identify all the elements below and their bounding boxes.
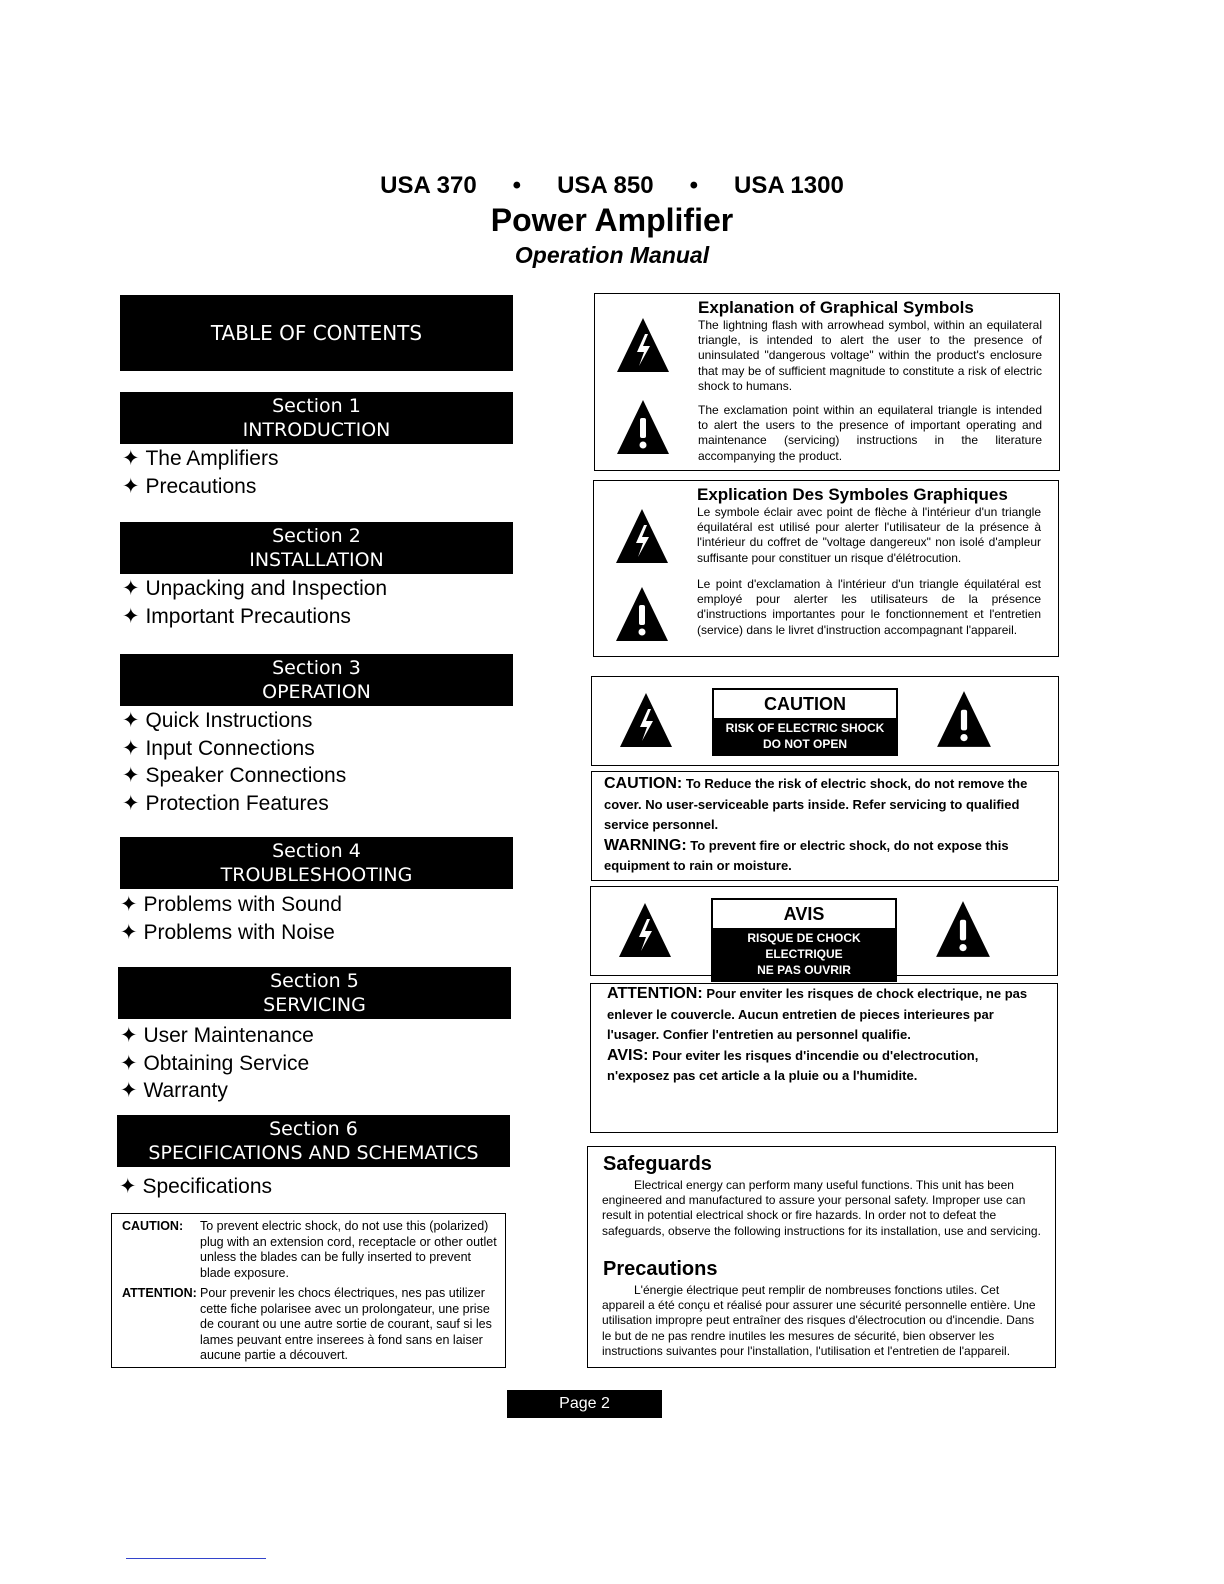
section-4-items [120, 891, 342, 946]
safeguards-title: Safeguards [603, 1153, 712, 1175]
exclamation-explication: Le point d'exclamation à l'intérieur d'un triangle équilatéral est employé pour alerter les utilisateurs de la présence d'instructions importantes pour le fonctionnement et l'entretien (service) dans le livret d'instruction accompagnant l'appareil. [697, 577, 1041, 637]
attention-body: Pour enviter les risques de chock electrique, ne pas enlever le couvercle. Aucun entretien de pieces interieures par l'usager. Confier l'entretien au personnel qualifie. [607, 986, 1028, 1042]
toc-item: ✦ Problems with Sound [120, 891, 342, 919]
toc-item: ✦ Protection Features [122, 790, 346, 818]
toc-item: ✦ User Maintenance [120, 1022, 314, 1050]
toc-item: ✦ Important Precautions [122, 603, 387, 631]
section-1-items [122, 445, 278, 500]
symbols-fr-title: Explication Des Symboles Graphiques [697, 485, 1008, 504]
caution-label-box [591, 676, 1059, 766]
toc-heading: TABLE OF CONTENTS [120, 295, 513, 371]
warning-en-text [604, 774, 1046, 877]
toc-item: ✦ Input Connections [122, 735, 346, 763]
toc-item: ✦ Quick Instructions [122, 707, 346, 735]
lightning-warning-icon [615, 316, 671, 374]
model-list [0, 172, 1224, 200]
caution-label: CAUTION: [122, 1219, 184, 1233]
warning-heading: WARNING: [604, 836, 687, 854]
symbols-en-title: Explanation of Graphical Symbols [698, 298, 974, 317]
section-1-banner [120, 392, 513, 444]
page-subtitle: Operation Manual [514, 242, 710, 268]
toc-item: ✦ Problems with Noise [120, 919, 342, 947]
lightning-warning-icon [614, 507, 670, 565]
safeguards-box [587, 1146, 1056, 1368]
avis-plate-title: AVIS [713, 900, 895, 928]
section-2-banner [120, 522, 513, 574]
section-number: Section 2 [272, 525, 361, 547]
section-number: Section 1 [272, 395, 361, 417]
bullet: • [689, 172, 698, 199]
section-6-items [119, 1173, 272, 1201]
divider [126, 1558, 266, 1559]
warning-fr-box [590, 983, 1058, 1133]
toc-item: ✦ Unpacking and Inspection [122, 575, 387, 603]
caution-body: To Reduce the risk of electric shock, do not remove the cover. No user-serviceable parts inside. Refer servicing to qualified service personnel. [604, 776, 1028, 832]
section-5-items [120, 1022, 314, 1105]
exclamation-explanation: The exclamation point within an equilateral triangle is intended to alert the users to the presence of important operating and maintenance (servicing) instructions in the literature accompanying the product. [698, 403, 1042, 463]
toc-item: ✦ The Amplifiers [122, 445, 278, 473]
section-number: Section 6 [269, 1118, 358, 1140]
section-name: INTRODUCTION [242, 419, 391, 441]
section-number: Section 3 [272, 657, 361, 679]
toc-item: ✦ Specifications [119, 1173, 272, 1201]
section-number: Section 4 [272, 840, 361, 862]
attention-text: Pour prevenir les chocs électriques, nes pas utilizer cette fiche polarisee avec un prolongateur, une prise de courant ou une autre sortie de courant, sauf si les lames peuvant entre inserees à fond sans en laiser aucune partie a découvert. [200, 1286, 492, 1362]
precautions-title: Precautions [603, 1258, 718, 1280]
attention-heading: ATTENTION: [607, 985, 703, 1002]
safeguards-text: Electrical energy can perform many useful functions. This unit has been engineered and manufactured to assure your personal safety. Improper use can result in potential electrical shock or fire hazards. In order not to defeat the safeguards, observe the following instructions for its installation, use and servicing. [602, 1178, 1041, 1238]
section-name: SPECIFICATIONS AND SCHEMATICS [148, 1142, 479, 1164]
lightning-explanation: The lightning flash with arrowhead symbol, within an equilateral triangle, is intended to alert the user to the presence of uninsulated "dangerous voltage" within the product's enclosure that may be of sufficient magnitude to constitute a risk of electric shock to humans. [698, 318, 1042, 393]
avis-label-box [590, 886, 1058, 976]
model-usa-1300: USA 1300 [733, 172, 844, 199]
toc-item: ✦ Obtaining Service [120, 1050, 314, 1078]
warning-body: To prevent fire or electric shock, do not expose this equipment to rain or moisture. [604, 837, 1009, 873]
avis-plate-line2: NE PAS OUVRIR [757, 963, 851, 977]
toc-item: ✦ Precautions [122, 473, 278, 501]
caution-text: To prevent electric shock, do not use this (polarized) plug with an extension cord, receptacle or other outlet unless the blades can be fully inserted to prevent blade exposure. [200, 1219, 497, 1280]
section-name: SERVICING [263, 994, 366, 1016]
lightning-warning-icon [617, 901, 673, 959]
caution-plate-title: CAUTION [714, 690, 896, 718]
model-usa-850: USA 850 [557, 172, 654, 199]
attention-label: ATTENTION: [122, 1286, 197, 1300]
caution-plate [712, 688, 898, 756]
exclamation-warning-icon [933, 899, 993, 959]
section-3-banner [120, 654, 513, 706]
caution-plate-line2: DO NOT OPEN [762, 737, 847, 751]
bullet: • [512, 172, 522, 199]
avis-plate [711, 898, 897, 982]
exclamation-warning-icon [614, 585, 670, 643]
section-5-banner [118, 967, 511, 1019]
avis-heading: AVIS: [607, 1046, 649, 1064]
section-6-banner [117, 1115, 510, 1167]
avis-plate-line1: RISQUE DE CHOCK ELECTRIQUE [747, 931, 861, 961]
section-number: Section 5 [270, 970, 359, 992]
toc-item: ✦ Warranty [120, 1077, 314, 1105]
warning-en-box [591, 771, 1059, 881]
avis-body: Pour eviter les risques d'incendie ou d'electrocution, n'exposez pas cet article a la pluie ou a l'humidite. [607, 1047, 979, 1083]
caution-plate-line1: RISK OF ELECTRIC SHOCK [725, 721, 885, 735]
lightning-explication: Le symbole éclair avec point de flèche à l'intérieur d'un triangle équilatéral est utilisé pour alerter l'utilisateur de la présence à l'intérieur du coffret de "voltage dangereux" non isolé d'ampleur suffisante pour constituer un risque d'élétrocution. [697, 505, 1041, 565]
section-name: TROUBLESHOOTING [220, 864, 413, 886]
section-3-items [122, 707, 346, 817]
section-name: OPERATION [262, 681, 371, 703]
page-title: Power Amplifier [490, 202, 734, 238]
warning-fr-text [607, 984, 1039, 1087]
plug-caution-box [111, 1213, 506, 1368]
page-number: Page 2 [507, 1390, 662, 1418]
precautions-text: L'énergie électrique peut remplir de nombreuses fonctions utiles. Cet appareil a été conçu et réalisé pour assurer une sécurité personnelle entière. Une utilisation impropre peut entraîner des risques d'électrocution ou d'incendie. Dans le but de ne pas rendre inutiles les mesures de sécurité, bien observer les instructions suivantes pour l'installation, l'utilisation et l'entretien de l'appareil. [602, 1283, 1036, 1358]
symbols-fr-box [593, 480, 1059, 657]
section-4-banner [120, 837, 513, 889]
symbols-en-box [594, 293, 1060, 471]
exclamation-warning-icon [615, 398, 671, 456]
toc-item: ✦ Speaker Connections [122, 762, 346, 790]
exclamation-warning-icon [934, 689, 994, 749]
section-2-items [122, 575, 387, 630]
caution-heading: CAUTION: [604, 775, 683, 792]
lightning-warning-icon [618, 691, 674, 749]
model-usa-370: USA 370 [380, 172, 477, 199]
section-name: INSTALLATION [249, 549, 384, 571]
